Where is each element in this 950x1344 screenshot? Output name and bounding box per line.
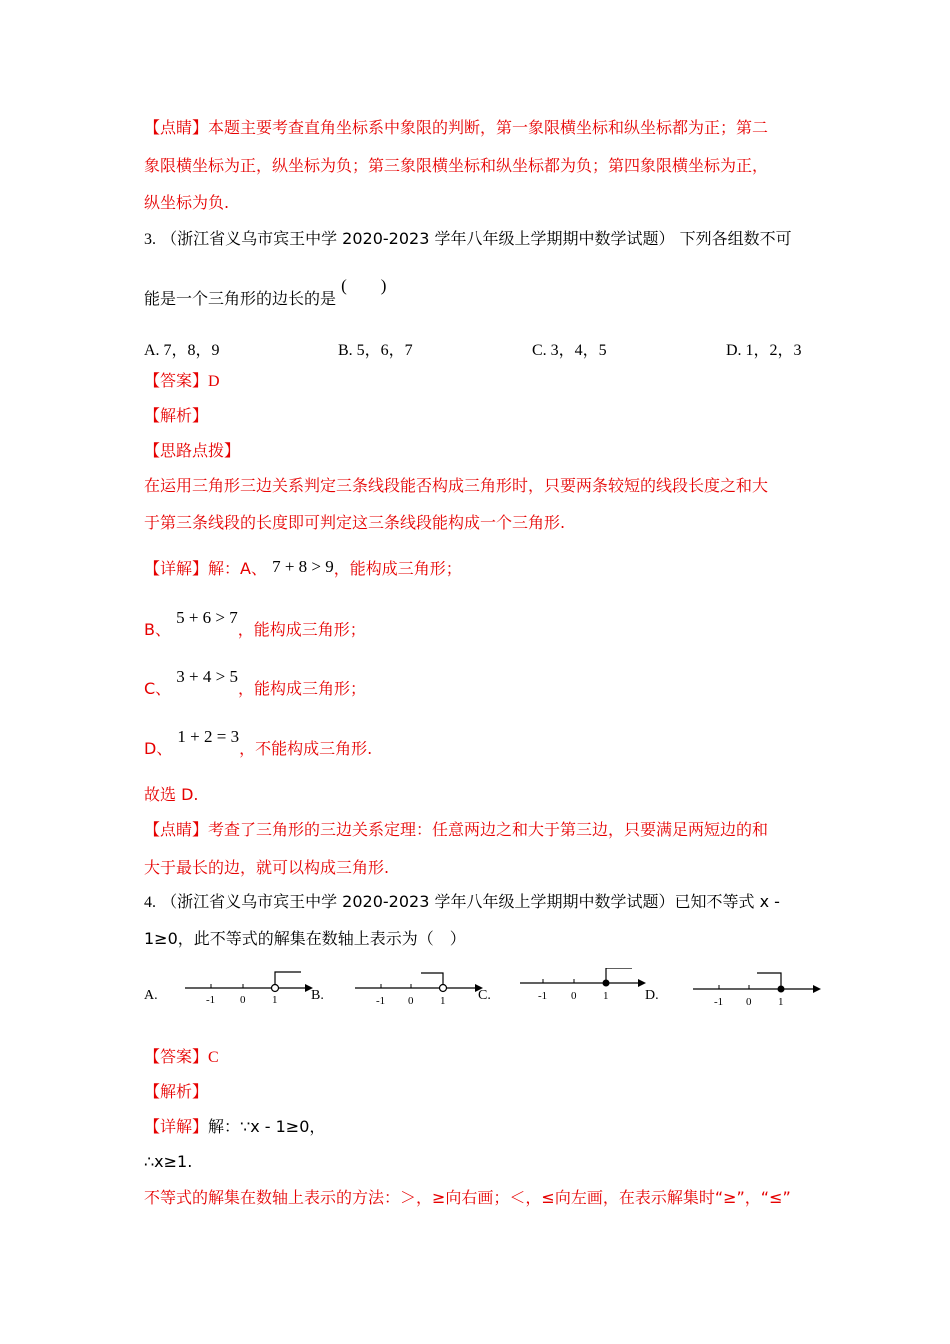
q4-option-c-label: C. — [478, 988, 491, 1003]
q4-option-b-label: B. — [311, 988, 324, 1003]
q4-c-tick-0: 0 — [571, 990, 577, 1002]
q3-choose: 故选 D. — [144, 785, 199, 804]
q4-d-tick-1: 1 — [778, 996, 784, 1008]
q3-detail-a-prefix: 解：A、 — [208, 559, 267, 578]
q3-stem-part2: 能是一个三角形的边长的是 — [144, 289, 337, 308]
q4-option-c-numberline — [503, 968, 663, 1018]
q4-analysis-label: 【解析】 — [144, 1082, 209, 1101]
q3-detail-c — [144, 667, 366, 700]
q4-detail-text1: 解：∵x - 1≥0， — [208, 1117, 326, 1136]
q3-detail-a — [144, 558, 462, 580]
q3-option-c: C. 3，4，5 — [532, 342, 607, 359]
q4-detail-label: 【详解】 — [144, 1117, 209, 1136]
q4-stem-line1 — [144, 891, 780, 914]
q3-detail-b — [144, 608, 366, 641]
q4-b-tick-0: 0 — [408, 995, 414, 1007]
q4-answer-label: 【答案】 — [144, 1047, 209, 1066]
q3-stem-line2 — [144, 276, 387, 310]
q3-detail-d-prefix: D、 — [144, 739, 173, 758]
q3-stem-line1 — [144, 228, 792, 251]
q3-detail-label: 【详解】 — [144, 559, 209, 578]
q3-answer-value: D — [208, 373, 220, 390]
q4-number: 4. — [144, 894, 156, 911]
prev-comment-line2: 象限横坐标为正，纵坐标为负；第三象限横坐标和纵坐标都为负；第四象限横坐标为正， — [144, 156, 769, 175]
q3-answer — [144, 370, 220, 393]
q4-option-b-numberline — [338, 968, 498, 1018]
q4-detail-line1 — [144, 1116, 325, 1138]
prev-comment-line3: 纵坐标为负. — [144, 193, 230, 212]
q3-detail-d-math: 1 + 2 = 3 — [177, 727, 240, 746]
q3-paren: ( ) — [341, 276, 387, 295]
q4-option-a-numberline — [168, 968, 328, 1018]
q4-a-tick-0: 0 — [240, 994, 246, 1006]
q3-answer-label: 【答案】 — [144, 371, 209, 390]
q4-source: （浙江省义乌市宾王中学 2020-2023 学年八年级上学期期中数学试题） — [161, 892, 675, 911]
q4-option-d-numberline — [676, 968, 836, 1018]
q3-detail-c-text: ，能构成三角形； — [237, 679, 366, 698]
q3-detail-b-text: ，能构成三角形； — [237, 620, 366, 639]
q4-detail-line2: ∴x≥1. — [144, 1152, 193, 1171]
q3-detail-b-math: 5 + 6 > 7 — [176, 608, 238, 627]
q3-source: （浙江省义乌市宾王中学 2020-2023 学年八年级上学期期中数学试题） — [161, 229, 675, 248]
q3-detail-a-math: 7 + 8 > 9 — [272, 557, 334, 576]
q3-detail-d — [144, 727, 373, 760]
q3-comment-line2: 大于最长的边，就可以构成三角形. — [144, 858, 390, 877]
q3-detail-d-text: ，不能构成三角形. — [239, 739, 373, 758]
q4-stem-part1: 已知不等式 x - — [674, 892, 780, 911]
q3-detail-c-prefix: C、 — [144, 679, 172, 698]
q3-hint-line2: 于第三条线段的长度即可判定这三条线段能构成一个三角形. — [144, 513, 566, 532]
q3-detail-b-prefix: B、 — [144, 620, 171, 639]
q4-stem-line2: 1≥0，此不等式的解集在数轴上表示为（ ） — [144, 929, 466, 948]
q4-d-tick-0: 0 — [746, 996, 752, 1008]
q4-option-a-label: A. — [144, 988, 158, 1003]
q3-detail-a-text: ，能构成三角形； — [333, 559, 462, 578]
q4-d-tick-minus1: -1 — [714, 996, 724, 1008]
q3-hint-line1: 在运用三角形三边关系判定三条线段能否构成三角形时，只要两条较短的线段长度之和大 — [144, 476, 769, 495]
q3-detail-c-math: 3 + 4 > 5 — [176, 667, 238, 686]
q3-number: 3. — [144, 231, 156, 248]
q3-stem-part1: 下列各组数不可 — [679, 229, 792, 248]
q3-analysis-label: 【解析】 — [144, 406, 209, 425]
q4-option-d-label: D. — [645, 988, 659, 1003]
q4-b-tick-1: 1 — [440, 995, 446, 1007]
prev-comment-line1: 【点睛】本题主要考查直角坐标系中象限的判断，第一象限横坐标和纵坐标都为正；第二 — [144, 118, 769, 137]
q4-a-tick-1: 1 — [272, 994, 278, 1006]
q4-answer-value: C — [208, 1049, 219, 1066]
q3-option-d: D. 1，2，3 — [726, 342, 802, 359]
q4-c-tick-1: 1 — [603, 990, 609, 1002]
q4-b-tick-minus1: -1 — [376, 995, 386, 1007]
q3-option-b: B. 5，6，7 — [338, 342, 413, 359]
q4-method: 不等式的解集在数轴上表示的方法：＞，≥向右画；＜，≤向左画，在表示解集时“≥”，“≤” — [144, 1188, 791, 1207]
q4-answer — [144, 1046, 219, 1069]
q4-c-tick-minus1: -1 — [538, 990, 548, 1002]
q3-hint-label: 【思路点拨】 — [144, 441, 241, 460]
q4-a-tick-minus1: -1 — [206, 994, 216, 1006]
q3-comment-line1: 【点睛】考查了三角形的三边关系定理：任意两边之和大于第三边，只要满足两短边的和 — [144, 820, 769, 839]
q3-option-a: A. 7，8，9 — [144, 342, 220, 359]
